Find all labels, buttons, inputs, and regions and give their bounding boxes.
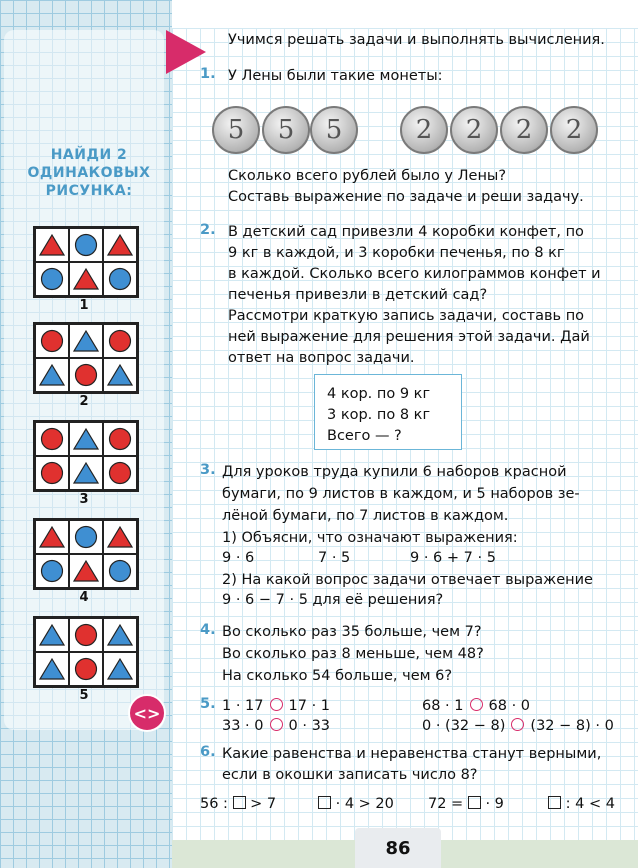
figure-label: 2 — [79, 394, 89, 409]
circle-shape — [39, 559, 65, 583]
task6-expr1 — [200, 794, 276, 814]
figure-cell — [69, 262, 103, 296]
circle-shape — [107, 461, 133, 485]
page-number: 86 — [355, 828, 441, 868]
task6-number: 6. — [200, 744, 216, 760]
coin-icon: 5 — [310, 106, 358, 154]
expr3-right: · 9 — [485, 796, 504, 812]
figure-cell — [103, 554, 137, 588]
task2-line: В детский сад привезли 4 коробки конфет, по — [228, 224, 584, 240]
compare-circle[interactable] — [470, 698, 483, 711]
figure-cell — [35, 520, 69, 554]
figure-cell — [103, 456, 137, 490]
find-two-title-line1: НАЙДИ 2 — [50, 147, 128, 163]
figure-cell — [69, 358, 103, 392]
triangle-shape — [107, 623, 133, 647]
circle-shape — [73, 657, 99, 681]
expr3-left: 72 = — [428, 796, 464, 812]
task3-sub2: 2) На какой вопрос задачи отвечает выражение — [222, 572, 593, 588]
figure-label: 1 — [79, 298, 89, 313]
circle-shape — [107, 559, 133, 583]
figure-cell — [103, 324, 137, 358]
figure-cell — [35, 358, 69, 392]
pair4-right: (32 − 8) · 0 — [530, 718, 614, 734]
pair1-left: 1 · 17 — [222, 698, 264, 714]
expr2-right: · 4 > 20 — [335, 796, 394, 812]
pair4-left: 0 · (32 − 8) — [422, 718, 506, 734]
triangle-shape — [39, 657, 65, 681]
triangle-shape — [73, 559, 99, 583]
task2-note-line3: Всего — ? — [327, 428, 402, 444]
task3-sub1: 1) Объясни, что означают выражения: — [222, 530, 518, 546]
task2-line: ней выражение для решения этой задачи. Дай — [228, 329, 590, 345]
triangle-shape — [39, 233, 65, 257]
figure-card[interactable] — [33, 322, 139, 394]
figure-cell — [103, 358, 137, 392]
figure-card[interactable] — [33, 420, 139, 492]
task3-expr-c: 9 · 6 + 7 · 5 — [410, 550, 496, 566]
figure-cell — [103, 422, 137, 456]
task4-number: 4. — [200, 622, 216, 638]
compare-icon — [128, 694, 166, 732]
task3-line3: лёной бумаги, по 7 листов в каждом. — [222, 508, 509, 524]
circle-shape — [73, 363, 99, 387]
figure-card[interactable] — [33, 518, 139, 590]
coin-icon: 5 — [262, 106, 310, 154]
figure-cell — [103, 618, 137, 652]
task5-number: 5. — [200, 696, 216, 712]
circle-shape — [39, 329, 65, 353]
pair3-left: 33 · 0 — [222, 718, 264, 734]
task2-note-line2: 3 кор. по 8 кг — [327, 407, 431, 423]
page-top-strip — [172, 0, 638, 28]
compare-circle[interactable] — [511, 718, 524, 731]
task5-pair3 — [222, 716, 330, 736]
figure-label: 5 — [79, 688, 89, 703]
figure-cell — [35, 618, 69, 652]
triangle-shape — [73, 329, 99, 353]
figure-cell — [69, 228, 103, 262]
figure-cell — [35, 422, 69, 456]
triangle-shape — [39, 363, 65, 387]
figure-cell — [35, 554, 69, 588]
coin-icon: 2 — [550, 106, 598, 154]
answer-box[interactable] — [318, 796, 331, 809]
circle-shape — [73, 525, 99, 549]
task3-line2: бумаги, по 9 листов в каждом, и 5 наборов зе- — [222, 486, 580, 502]
figure-cell — [35, 262, 69, 296]
task6-expr3 — [428, 794, 504, 814]
triangle-shape — [73, 267, 99, 291]
task1-text: У Лены были такие монеты: — [228, 68, 443, 84]
figure-card[interactable] — [33, 226, 139, 298]
task4-line1: Во сколько раз 35 больше, чем 7? — [222, 624, 482, 640]
compare-icon-glyph: <> — [133, 703, 161, 723]
task2-line: в каждой. Сколько всего килограммов конфет и — [228, 266, 601, 282]
task1-number: 1. — [200, 66, 216, 82]
pair2-right: 68 · 0 — [488, 698, 531, 714]
task6-expr2 — [318, 794, 394, 814]
triangle-shape — [107, 525, 133, 549]
task5-pair2 — [422, 696, 530, 716]
task3-line1: Для уроков труда купили 6 наборов красной — [222, 464, 567, 480]
coin-icon: 5 — [212, 106, 260, 154]
pair3-right: 0 · 33 — [288, 718, 331, 734]
triangle-shape — [39, 525, 65, 549]
task2-line: ответ на вопрос задачи. — [228, 350, 415, 366]
task6-line2: если в окошки записать число 8? — [222, 767, 478, 783]
coin-icon: 2 — [450, 106, 498, 154]
task2-number: 2. — [200, 222, 216, 238]
figure-cell — [103, 652, 137, 686]
figure-cell — [35, 456, 69, 490]
task6-expr4 — [548, 794, 615, 814]
circle-shape — [107, 329, 133, 353]
circle-shape — [39, 427, 65, 451]
answer-box[interactable] — [548, 796, 561, 809]
triangle-shape — [39, 623, 65, 647]
page-heading: Учимся решать задачи и выполнять вычисления. — [228, 32, 605, 48]
task5-pair4 — [422, 716, 614, 736]
circle-shape — [39, 461, 65, 485]
figure-cell — [69, 618, 103, 652]
task2-line: Рассмотри краткую запись задачи, составь по — [228, 308, 585, 324]
figure-cell — [69, 422, 103, 456]
task4-line3: На сколько 54 больше, чем 6? — [222, 668, 453, 684]
task4-line2: Во сколько раз 8 меньше, чем 48? — [222, 646, 484, 662]
triangle-shape — [73, 461, 99, 485]
coin-icon: 2 — [400, 106, 448, 154]
task3-number: 3. — [200, 462, 216, 478]
task2-line: 9 кг в каждой, и 3 коробки печенья, по 8 кг — [228, 245, 565, 261]
expr1-right: > 7 — [250, 796, 277, 812]
task2-note-line1: 4 кор. по 9 кг — [327, 386, 431, 402]
task3-expr-a: 9 · 6 — [222, 550, 255, 566]
circle-shape — [107, 267, 133, 291]
task5-pair1 — [222, 696, 330, 716]
figure-label: 3 — [79, 492, 89, 507]
triangle-shape — [107, 363, 133, 387]
figure-label: 4 — [79, 590, 89, 605]
figure-cell — [69, 456, 103, 490]
figure-card[interactable] — [33, 616, 139, 688]
triangle-shape — [107, 657, 133, 681]
figure-cell — [69, 520, 103, 554]
coin-icon: 2 — [500, 106, 548, 154]
circle-shape — [107, 427, 133, 451]
answer-box[interactable] — [468, 796, 481, 809]
figure-cell — [69, 652, 103, 686]
figure-cell — [69, 554, 103, 588]
task1-question1: Сколько всего рублей было у Лены? — [228, 168, 507, 184]
compare-circle[interactable] — [270, 718, 283, 731]
figure-cell — [69, 324, 103, 358]
figure-cell — [35, 652, 69, 686]
task1-question2: Составь выражение по задаче и реши задачу. — [228, 189, 584, 205]
expr4-right: : 4 < 4 — [565, 796, 615, 812]
circle-shape — [73, 623, 99, 647]
expr1-left: 56 : — [200, 796, 228, 812]
triangle-shape — [107, 233, 133, 257]
task3-sub2-expr: 9 · 6 − 7 · 5 для её решения? — [222, 592, 444, 608]
circle-shape — [73, 233, 99, 257]
find-two-title — [14, 146, 164, 200]
find-two-title-line2: ОДИНАКОВЫХ — [27, 165, 151, 181]
compare-circle[interactable] — [270, 698, 283, 711]
find-two-title-line3: РИСУНКА: — [45, 183, 133, 199]
triangle-shape — [73, 427, 99, 451]
figure-cell — [103, 520, 137, 554]
pair1-right: 17 · 1 — [288, 698, 331, 714]
figure-cell — [35, 228, 69, 262]
answer-box[interactable] — [233, 796, 246, 809]
figure-cell — [35, 324, 69, 358]
task3-expr-b: 7 · 5 — [318, 550, 351, 566]
figure-cell — [103, 262, 137, 296]
circle-shape — [39, 267, 65, 291]
task6-line1: Какие равенства и неравенства станут верными, — [222, 746, 602, 762]
task2-line: печенья привезли в детский сад? — [228, 287, 488, 303]
figure-cell — [103, 228, 137, 262]
pair2-left: 68 · 1 — [422, 698, 464, 714]
